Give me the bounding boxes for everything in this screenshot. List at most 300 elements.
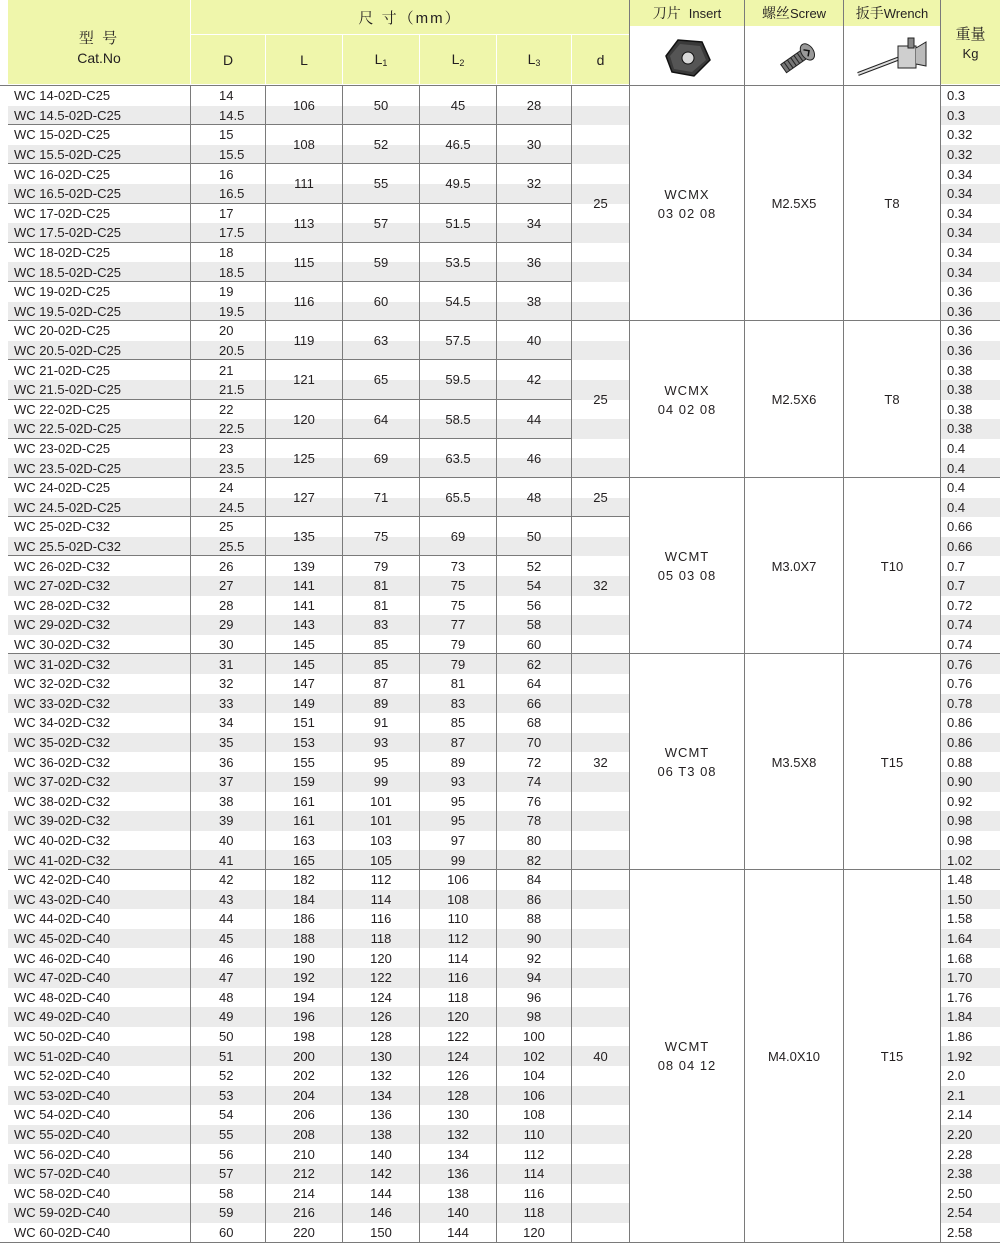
dim-l: 116 xyxy=(293,294,315,310)
dim-l3: 68 xyxy=(526,715,542,731)
dim-l: 204 xyxy=(293,1087,315,1103)
dim-l: 113 xyxy=(293,215,315,231)
header-shank-d xyxy=(572,35,629,84)
cat-no: WC 19.5-02D-C25 xyxy=(14,303,121,319)
dim-l: 212 xyxy=(293,1166,315,1182)
shank-d: 25 xyxy=(593,490,608,506)
dim-l1: 112 xyxy=(370,872,392,888)
grid-line xyxy=(496,86,497,1242)
grid-line xyxy=(843,0,844,1242)
screw-spec: M2.5X5 xyxy=(771,196,817,212)
weight: 1.64 xyxy=(947,931,973,947)
weight: 0.38 xyxy=(947,382,973,398)
shank-d: 25 xyxy=(593,392,608,408)
dim-l: 188 xyxy=(293,931,315,947)
cat-no: WC 31-02D-C32 xyxy=(14,656,111,672)
dim-d: 14.5 xyxy=(219,107,245,123)
dim-l1: 50 xyxy=(373,98,389,114)
weight: 0.90 xyxy=(947,774,973,790)
cat-no: WC 56-02D-C40 xyxy=(14,1146,111,1162)
dim-l2: 99 xyxy=(450,852,466,868)
cat-no: WC 18-02D-C25 xyxy=(14,245,111,261)
grid-line xyxy=(0,85,1000,86)
weight: 0.34 xyxy=(947,264,973,280)
grid-line xyxy=(8,399,572,400)
dim-l1: 126 xyxy=(370,1009,392,1025)
cat-no: WC 28-02D-C32 xyxy=(14,597,111,613)
dim-l: 190 xyxy=(293,950,315,966)
grid-line xyxy=(8,203,572,204)
dim-l3: 88 xyxy=(526,911,542,927)
cat-no: WC 33-02D-C32 xyxy=(14,695,111,711)
insert-spec-line: 03 02 08 xyxy=(657,205,717,221)
dim-d: 35 xyxy=(219,735,234,751)
insert-spec-line: 05 03 08 xyxy=(657,568,717,584)
header-model-cn: 型 号 xyxy=(78,29,120,47)
dim-d: 22 xyxy=(219,401,234,417)
dim-d: 27 xyxy=(219,578,234,594)
dim-l1: 91 xyxy=(373,715,389,731)
dim-l: 115 xyxy=(293,254,315,270)
header-size xyxy=(191,0,629,34)
dim-d: 53 xyxy=(219,1087,234,1103)
dim-l1: 144 xyxy=(370,1185,392,1201)
dim-d: 57 xyxy=(219,1166,234,1182)
weight: 2.28 xyxy=(947,1146,973,1162)
dim-l1: 118 xyxy=(370,931,392,947)
screw-spec: M2.5X6 xyxy=(771,392,817,408)
dim-l3: 42 xyxy=(526,372,542,388)
dim-l1: 93 xyxy=(373,735,389,751)
insert-spec xyxy=(630,870,744,1242)
header-wrench xyxy=(844,0,940,26)
dim-l3: 76 xyxy=(526,793,542,809)
dim-d: 45 xyxy=(219,931,234,947)
cat-no: WC 25-02D-C32 xyxy=(14,519,111,535)
dim-l1: 69 xyxy=(373,450,389,466)
dim-d: 31 xyxy=(219,656,234,672)
cat-no: WC 26-02D-C32 xyxy=(14,558,111,574)
weight: 0.34 xyxy=(947,186,973,202)
dim-d: 60 xyxy=(219,1225,234,1241)
grid-line xyxy=(8,320,630,321)
cat-no: WC 38-02D-C32 xyxy=(14,793,111,809)
header-screw-cn: 螺丝 xyxy=(761,5,790,21)
dim-l1: 83 xyxy=(373,617,389,633)
dim-l2: 136 xyxy=(447,1166,469,1182)
dim-l3: 66 xyxy=(526,695,542,711)
weight: 0.32 xyxy=(947,147,973,163)
dim-d: 58 xyxy=(219,1185,234,1201)
shank-d: 32 xyxy=(593,578,608,594)
dim-d: 19.5 xyxy=(219,303,245,319)
cat-no: WC 15.5-02D-C25 xyxy=(14,147,121,163)
header-size-label: 尺 寸（mm） xyxy=(358,9,462,27)
dim-l2: 112 xyxy=(447,931,469,947)
dim-l: 145 xyxy=(293,637,315,653)
dim-d: 25 xyxy=(219,519,234,535)
cat-no: WC 21.5-02D-C25 xyxy=(14,382,121,398)
dim-l2: 120 xyxy=(447,1009,469,1025)
insert-spec xyxy=(630,478,744,654)
grid-line xyxy=(8,516,630,517)
dim-l: 135 xyxy=(293,529,315,545)
dim-l: 139 xyxy=(293,558,315,574)
dim-d: 56 xyxy=(219,1146,234,1162)
dim-l1: 101 xyxy=(370,813,392,829)
weight: 0.36 xyxy=(947,323,973,339)
dim-d: 21 xyxy=(219,362,234,378)
dim-d: 17.5 xyxy=(219,225,245,241)
dim-l2: 132 xyxy=(447,1127,469,1143)
dim-l1: 105 xyxy=(370,852,392,868)
dim-l1: 65 xyxy=(373,372,389,388)
weight: 0.34 xyxy=(947,166,973,182)
dim-l3: 60 xyxy=(526,637,542,653)
grid-line xyxy=(8,124,572,125)
cat-no: WC 24-02D-C25 xyxy=(14,480,111,496)
dim-l3: 70 xyxy=(526,735,542,751)
cat-no: WC 42-02D-C40 xyxy=(14,872,111,888)
dim-l2: 138 xyxy=(447,1185,469,1201)
wrench-spec: T15 xyxy=(880,754,904,770)
dim-l: 155 xyxy=(293,754,315,770)
dim-d: 23 xyxy=(219,441,234,457)
dim-d: 36 xyxy=(219,754,234,770)
header-wrench-en: Wrench xyxy=(883,5,929,21)
dim-l1: 122 xyxy=(370,970,392,986)
weight: 0.88 xyxy=(947,754,973,770)
cat-no: WC 18.5-02D-C25 xyxy=(14,264,121,280)
dim-d: 54 xyxy=(219,1107,234,1123)
dim-l: 186 xyxy=(293,911,315,927)
dim-l: 127 xyxy=(293,490,315,506)
grid-line xyxy=(8,869,630,870)
dim-d: 47 xyxy=(219,970,234,986)
dim-l1: 55 xyxy=(373,176,389,192)
weight: 0.38 xyxy=(947,421,973,437)
dim-l3: 86 xyxy=(526,891,542,907)
dim-l3: 72 xyxy=(526,754,542,770)
dim-l: 206 xyxy=(293,1107,315,1123)
dim-d: 20.5 xyxy=(219,343,245,359)
dim-l1: 57 xyxy=(373,215,389,231)
dim-d: 44 xyxy=(219,911,234,927)
dim-l3: 78 xyxy=(526,813,542,829)
dim-d: 46 xyxy=(219,950,234,966)
dim-l2: 58.5 xyxy=(445,411,471,427)
weight: 1.50 xyxy=(947,891,973,907)
cat-no: WC 39-02D-C32 xyxy=(14,813,111,829)
dim-d: 52 xyxy=(219,1068,234,1084)
weight: 1.68 xyxy=(947,950,973,966)
cat-no: WC 32-02D-C32 xyxy=(14,676,111,692)
dim-d: 18.5 xyxy=(219,264,245,280)
dim-l2: 81 xyxy=(450,676,466,692)
cat-no: WC 57-02D-C40 xyxy=(14,1166,111,1182)
grid-line xyxy=(630,869,1000,870)
dim-l1: 124 xyxy=(370,989,392,1005)
weight: 1.84 xyxy=(947,1009,973,1025)
dim-l3: 48 xyxy=(526,490,542,506)
grid-line xyxy=(630,320,1000,321)
dim-l2: 46.5 xyxy=(445,137,471,153)
grid-line xyxy=(419,86,420,1242)
dim-l2: 140 xyxy=(447,1205,469,1221)
cat-no: WC 16-02D-C25 xyxy=(14,166,111,182)
grid-line xyxy=(630,653,1000,654)
dim-l3: 34 xyxy=(526,215,542,231)
cat-no: WC 41-02D-C32 xyxy=(14,852,111,868)
dim-l1: 60 xyxy=(373,294,389,310)
dim-d: 21.5 xyxy=(219,382,245,398)
dim-d: 24.5 xyxy=(219,499,245,515)
cat-no: WC 16.5-02D-C25 xyxy=(14,186,121,202)
dim-d: 39 xyxy=(219,813,234,829)
header-d xyxy=(191,35,265,84)
dim-l2: 118 xyxy=(447,989,469,1005)
cat-no: WC 51-02D-C40 xyxy=(14,1048,111,1064)
dim-l1: 128 xyxy=(370,1029,392,1045)
cat-no: WC 29-02D-C32 xyxy=(14,617,111,633)
grid-line xyxy=(342,86,343,1242)
weight: 0.36 xyxy=(947,303,973,319)
dim-l1: 134 xyxy=(370,1087,392,1103)
dim-d: 48 xyxy=(219,989,234,1005)
dim-l2: 130 xyxy=(447,1107,469,1123)
dim-d: 43 xyxy=(219,891,234,907)
dim-l2: 65.5 xyxy=(445,490,471,506)
dim-l2: 49.5 xyxy=(445,176,471,192)
weight: 0.4 xyxy=(947,460,966,476)
dim-l1: 89 xyxy=(373,695,389,711)
cat-no: WC 58-02D-C40 xyxy=(14,1185,111,1201)
dim-d: 14 xyxy=(219,88,234,104)
weight: 0.98 xyxy=(947,833,973,849)
weight: 1.02 xyxy=(947,852,973,868)
cat-no: WC 20.5-02D-C25 xyxy=(14,343,121,359)
dim-l2: 51.5 xyxy=(445,215,471,231)
dim-l: 149 xyxy=(293,695,315,711)
weight: 0.74 xyxy=(947,637,973,653)
dim-l3: 38 xyxy=(526,294,542,310)
dim-l: 141 xyxy=(293,597,315,613)
cat-no: WC 55-02D-C40 xyxy=(14,1127,111,1143)
wrench-spec: T10 xyxy=(880,558,904,574)
cat-no: WC 21-02D-C25 xyxy=(14,362,111,378)
cat-no: WC 14-02D-C25 xyxy=(14,88,111,104)
dim-l2: 89 xyxy=(450,754,466,770)
dim-l2: 95 xyxy=(450,793,466,809)
dim-l1: 71 xyxy=(373,490,389,506)
cat-no: WC 45-02D-C40 xyxy=(14,931,111,947)
dim-l: 200 xyxy=(293,1048,315,1064)
weight: 0.38 xyxy=(947,401,973,417)
dim-l2: 128 xyxy=(447,1087,469,1103)
dim-l3: 44 xyxy=(526,411,542,427)
dim-d: 38 xyxy=(219,793,234,809)
cat-no: WC 34-02D-C32 xyxy=(14,715,111,731)
grid-line xyxy=(8,653,630,654)
dim-l3: 30 xyxy=(526,137,542,153)
dim-l1: 63 xyxy=(373,333,389,349)
dim-l1: 79 xyxy=(373,558,389,574)
dim-l1: 85 xyxy=(373,637,389,653)
dim-l1: 138 xyxy=(370,1127,392,1143)
header-l1-label: $L_1$ xyxy=(374,51,388,68)
weight: 2.58 xyxy=(947,1225,973,1241)
cat-no: WC 22.5-02D-C25 xyxy=(14,421,121,437)
dim-l1: 130 xyxy=(370,1048,392,1064)
dim-d: 33 xyxy=(219,695,234,711)
cat-no: WC 24.5-02D-C25 xyxy=(14,499,121,515)
dim-l2: 126 xyxy=(447,1068,469,1084)
header-l1 xyxy=(343,35,419,84)
dim-d: 51 xyxy=(219,1048,234,1064)
cat-no: WC 60-02D-C40 xyxy=(14,1225,111,1241)
header-l xyxy=(266,35,342,84)
dim-d: 15.5 xyxy=(219,147,245,163)
dim-l: 108 xyxy=(293,137,315,153)
header-model-en: Cat.No xyxy=(77,49,121,66)
dim-l2: 122 xyxy=(447,1029,469,1045)
grid-line xyxy=(8,438,572,439)
weight: 1.58 xyxy=(947,911,973,927)
shank-d: 25 xyxy=(593,196,608,212)
weight: 0.34 xyxy=(947,205,973,221)
dim-l1: 101 xyxy=(370,793,392,809)
cat-no: WC 47-02D-C40 xyxy=(14,970,111,986)
weight: 0.34 xyxy=(947,225,973,241)
dim-d: 37 xyxy=(219,774,234,790)
dim-l3: 106 xyxy=(523,1087,545,1103)
header-weight-cn: 重量 xyxy=(955,26,986,43)
dim-l: 161 xyxy=(293,793,315,809)
dim-l: 119 xyxy=(293,333,315,349)
dim-l1: 87 xyxy=(373,676,389,692)
dim-l: 182 xyxy=(293,872,315,888)
weight: 2.54 xyxy=(947,1205,973,1221)
dim-l1: 85 xyxy=(373,656,389,672)
dim-d: 28 xyxy=(219,597,234,613)
dim-d: 42 xyxy=(219,872,234,888)
dim-l3: 110 xyxy=(523,1127,545,1143)
cat-no: WC 20-02D-C25 xyxy=(14,323,111,339)
grid-line xyxy=(8,555,572,556)
grid-line xyxy=(190,86,191,1242)
weight: 0.72 xyxy=(947,597,973,613)
dim-d: 55 xyxy=(219,1127,234,1143)
dim-l1: 81 xyxy=(373,597,389,613)
grid-line xyxy=(8,359,572,360)
dim-l3: 46 xyxy=(526,450,542,466)
insert-spec-line: WCMX xyxy=(664,186,710,202)
dim-l1: 150 xyxy=(370,1225,392,1241)
dim-d: 34 xyxy=(219,715,234,731)
weight: 2.0 xyxy=(947,1068,966,1084)
weight: 0.7 xyxy=(947,578,966,594)
dim-d: 17 xyxy=(219,205,234,221)
cat-no: WC 48-02D-C40 xyxy=(14,989,111,1005)
dim-l2: 45 xyxy=(450,98,466,114)
dim-l1: 136 xyxy=(370,1107,392,1123)
weight: 0.86 xyxy=(947,735,973,751)
dim-l2: 83 xyxy=(450,695,466,711)
cat-no: WC 53-02D-C40 xyxy=(14,1087,111,1103)
weight: 0.34 xyxy=(947,245,973,261)
dim-l2: 77 xyxy=(450,617,466,633)
dim-l3: 58 xyxy=(526,617,542,633)
insert-spec-line: 04 02 08 xyxy=(657,401,717,417)
dim-l1: 75 xyxy=(373,529,389,545)
dim-d: 15 xyxy=(219,127,234,143)
dim-l1: 140 xyxy=(370,1146,392,1162)
dim-l3: 64 xyxy=(526,676,542,692)
dim-l1: 116 xyxy=(370,911,392,927)
wrench-icon xyxy=(852,34,936,82)
cat-no: WC 23.5-02D-C25 xyxy=(14,460,121,476)
cat-no: WC 44-02D-C40 xyxy=(14,911,111,927)
dim-l3: 92 xyxy=(526,950,542,966)
dim-l: 159 xyxy=(293,774,315,790)
dim-d: 25.5 xyxy=(219,539,245,555)
insert-spec-line: WCMT xyxy=(664,1039,710,1055)
cat-no: WC 17-02D-C25 xyxy=(14,205,111,221)
cat-no: WC 27-02D-C32 xyxy=(14,578,111,594)
cat-no: WC 36-02D-C32 xyxy=(14,754,111,770)
dim-d: 32 xyxy=(219,676,234,692)
header-insert-en: Insert xyxy=(688,5,722,21)
cat-no: WC 50-02D-C40 xyxy=(14,1029,111,1045)
header-weight xyxy=(941,0,1000,84)
dim-l3: 82 xyxy=(526,852,542,868)
dim-l1: 120 xyxy=(370,950,392,966)
grid-line xyxy=(630,477,1000,478)
dim-l2: 73 xyxy=(450,558,466,574)
insert-icon xyxy=(660,34,716,82)
header-model xyxy=(8,0,190,84)
dim-l: 141 xyxy=(293,578,315,594)
dim-l3: 84 xyxy=(526,872,542,888)
dim-d: 23.5 xyxy=(219,460,245,476)
dim-l3: 94 xyxy=(526,970,542,986)
dim-l: 120 xyxy=(293,411,315,427)
dim-l3: 32 xyxy=(526,176,542,192)
cat-no: WC 14.5-02D-C25 xyxy=(14,107,121,123)
dim-d: 20 xyxy=(219,323,234,339)
dim-d: 24 xyxy=(219,480,234,496)
weight: 1.70 xyxy=(947,970,973,986)
dim-l: 153 xyxy=(293,735,315,751)
dim-l2: 75 xyxy=(450,578,466,594)
header-insert xyxy=(630,0,744,26)
weight: 0.86 xyxy=(947,715,973,731)
dim-l2: 85 xyxy=(450,715,466,731)
dim-l2: 108 xyxy=(447,891,469,907)
dim-l3: 100 xyxy=(523,1029,545,1045)
weight: 0.74 xyxy=(947,617,973,633)
weight: 0.36 xyxy=(947,343,973,359)
dim-d: 50 xyxy=(219,1029,234,1045)
weight: 0.4 xyxy=(947,499,966,515)
header-l-label: L xyxy=(300,51,308,68)
dim-l3: 50 xyxy=(526,529,542,545)
cat-no: WC 23-02D-C25 xyxy=(14,441,111,457)
cat-no: WC 19-02D-C25 xyxy=(14,284,111,300)
dim-l2: 57.5 xyxy=(445,333,471,349)
dim-l1: 142 xyxy=(370,1166,392,1182)
cat-no: WC 37-02D-C32 xyxy=(14,774,111,790)
